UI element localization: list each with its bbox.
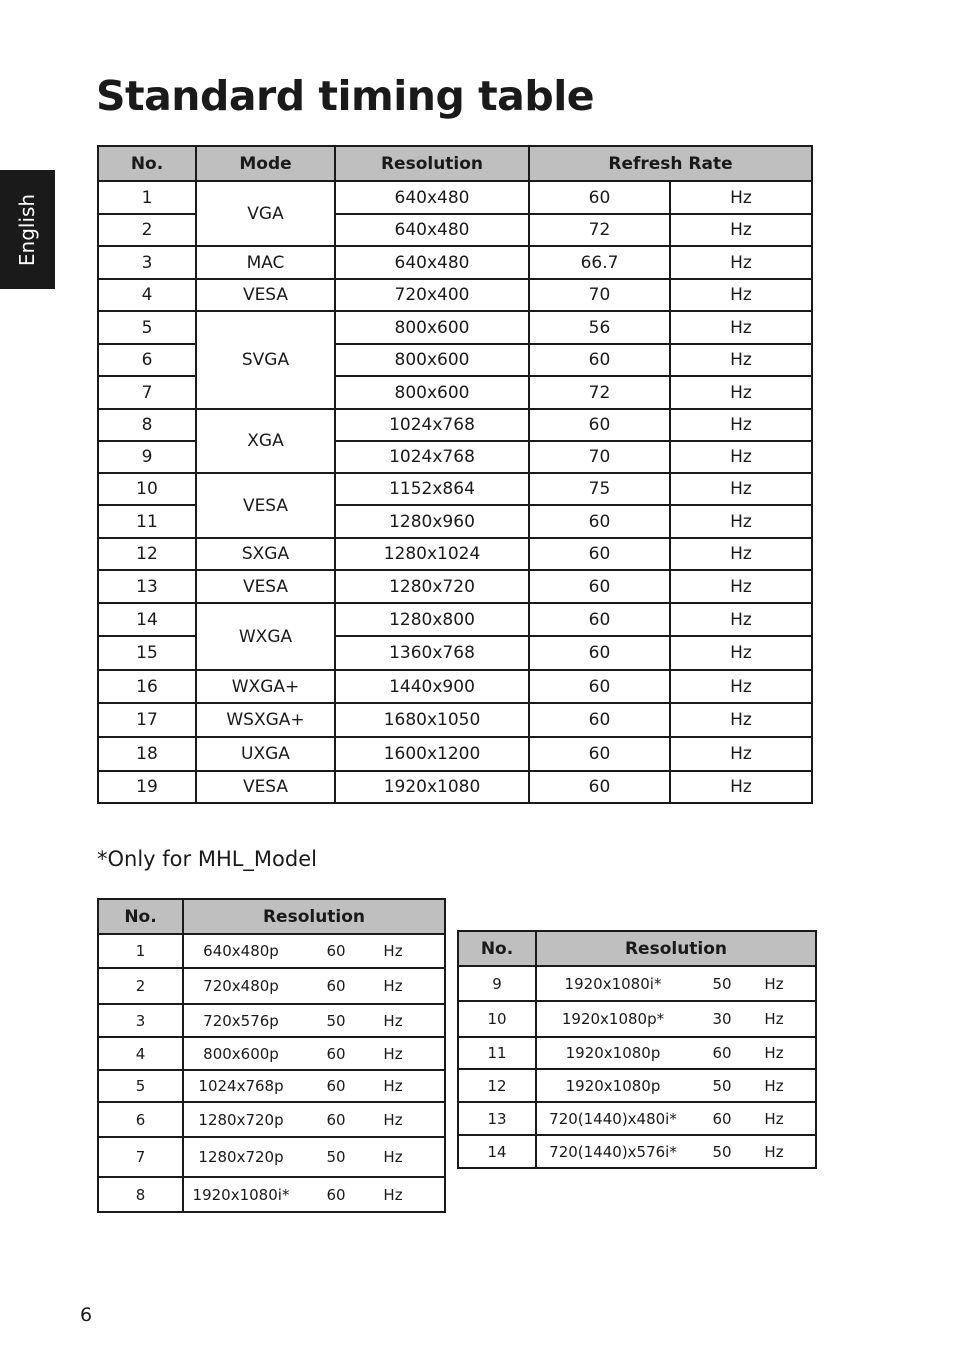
unit-value: Hz [764, 1142, 784, 1161]
row-number: 14 [98, 603, 196, 636]
table-row [98, 603, 812, 636]
refresh-rate-cell: 60 [529, 570, 670, 603]
row-number: 4 [98, 279, 196, 311]
resolution-cell: 640x480 [335, 181, 529, 214]
refresh-rate-cell: 60 [529, 737, 670, 771]
unit-cell: Hz [670, 214, 812, 246]
unit-value: Hz [383, 1110, 403, 1129]
resolution-cell [536, 1102, 816, 1135]
table-row [98, 1102, 445, 1137]
refresh-rate-value: 60 [326, 1044, 346, 1063]
table-row [98, 968, 445, 1004]
row-number: 7 [98, 1137, 183, 1177]
table-row [458, 1069, 816, 1102]
resolution-cell [536, 1069, 816, 1102]
table-row [98, 703, 812, 737]
resolution-cell [536, 966, 816, 1001]
row-number: 8 [98, 1177, 183, 1212]
unit-cell: Hz [670, 311, 812, 344]
mode-cell: VESA [196, 279, 335, 311]
row-number: 2 [98, 214, 196, 246]
resolution-cell: 1152x864 [335, 473, 529, 505]
unit-cell: Hz [670, 376, 812, 409]
row-number: 13 [458, 1102, 536, 1135]
row-number: 6 [98, 344, 196, 376]
unit-value: Hz [764, 1010, 784, 1028]
resolution-cell: 1360x768 [335, 636, 529, 670]
resolution-value: 720(1440)x576i* [549, 1142, 677, 1161]
resolution-cell [183, 1037, 445, 1070]
row-number: 16 [98, 670, 196, 703]
unit-cell: Hz [670, 538, 812, 570]
header-resolution: Resolution [183, 899, 445, 934]
resolution-cell: 800x600 [335, 311, 529, 344]
unit-cell: Hz [670, 409, 812, 441]
unit-cell: Hz [670, 441, 812, 473]
resolution-value: 1920x1080i* [192, 1185, 290, 1204]
header-no: No. [98, 146, 196, 181]
resolution-cell: 1440x900 [335, 670, 529, 703]
resolution-cell: 640x480 [335, 214, 529, 246]
resolution-value: 720x480p [203, 977, 279, 995]
refresh-rate-cell: 60 [529, 505, 670, 538]
mode-cell: WXGA+ [196, 670, 335, 703]
row-number: 2 [98, 968, 183, 1004]
mode-cell: WXGA [196, 603, 335, 670]
row-number: 12 [458, 1069, 536, 1102]
resolution-cell: 1920x1080 [335, 771, 529, 803]
unit-value: Hz [764, 974, 784, 993]
resolution-cell: 800x600 [335, 376, 529, 409]
unit-value: Hz [383, 1044, 403, 1063]
table-row [98, 1177, 445, 1212]
row-number: 3 [98, 246, 196, 279]
table-row [98, 934, 445, 968]
unit-value: Hz [383, 1011, 403, 1030]
row-number: 17 [98, 703, 196, 737]
table-row [98, 570, 812, 603]
table-row [458, 966, 816, 1001]
row-number: 9 [98, 441, 196, 473]
unit-cell: Hz [670, 246, 812, 279]
resolution-value: 1920x1080p* [561, 1010, 665, 1028]
header-no: No. [98, 899, 183, 934]
resolution-cell: 1280x960 [335, 505, 529, 538]
unit-value: Hz [383, 1185, 403, 1204]
unit-cell: Hz [670, 636, 812, 670]
mode-cell: VGA [196, 181, 335, 246]
row-number: 9 [458, 966, 536, 1001]
unit-value: Hz [764, 1044, 784, 1062]
resolution-value: 720(1440)x480i* [549, 1109, 677, 1128]
row-number: 8 [98, 409, 196, 441]
mode-cell: SVGA [196, 311, 335, 409]
unit-cell: Hz [670, 570, 812, 603]
unit-value: Hz [383, 977, 403, 995]
table-header-row [98, 146, 812, 181]
language-tab-label: English [15, 193, 39, 267]
unit-cell: Hz [670, 344, 812, 376]
row-number: 3 [98, 1004, 183, 1037]
table-row [458, 1102, 816, 1135]
refresh-rate-value: 60 [712, 1109, 732, 1128]
table-row [98, 1037, 445, 1070]
unit-cell: Hz [670, 703, 812, 737]
refresh-rate-value: 60 [326, 1110, 346, 1129]
refresh-rate-value: 50 [712, 1076, 732, 1095]
resolution-value: 1280x720p [198, 1110, 284, 1129]
refresh-rate-cell: 66.7 [529, 246, 670, 279]
refresh-rate-cell: 72 [529, 214, 670, 246]
row-number: 19 [98, 771, 196, 803]
mhl-timing-table-1 [97, 898, 446, 1213]
standard-timing-table [97, 145, 813, 804]
resolution-value: 720x576p [203, 1011, 279, 1030]
row-number: 11 [458, 1037, 536, 1069]
resolution-value: 1920x1080p [565, 1044, 661, 1062]
resolution-cell: 1600x1200 [335, 737, 529, 771]
resolution-cell: 1280x1024 [335, 538, 529, 570]
refresh-rate-cell: 56 [529, 311, 670, 344]
refresh-rate-value: 30 [712, 1010, 732, 1028]
mode-cell: MAC [196, 246, 335, 279]
refresh-rate-value: 50 [326, 1011, 346, 1030]
row-number: 14 [458, 1135, 536, 1168]
refresh-rate-value: 60 [326, 1185, 346, 1204]
resolution-value: 640x480p [203, 942, 279, 960]
refresh-rate-cell: 60 [529, 636, 670, 670]
resolution-value: 1920x1080p [565, 1076, 661, 1095]
table-row [98, 473, 812, 505]
refresh-rate-cell: 60 [529, 771, 670, 803]
table-row [458, 1037, 816, 1069]
refresh-rate-cell: 70 [529, 441, 670, 473]
refresh-rate-cell: 60 [529, 181, 670, 214]
resolution-cell [183, 1177, 445, 1212]
table-row [98, 538, 812, 570]
row-number: 11 [98, 505, 196, 538]
row-number: 4 [98, 1037, 183, 1070]
resolution-cell: 1024x768 [335, 441, 529, 473]
refresh-rate-value: 50 [712, 1142, 732, 1161]
refresh-rate-cell: 72 [529, 376, 670, 409]
unit-cell: Hz [670, 603, 812, 636]
unit-cell: Hz [670, 737, 812, 771]
page-title: Standard timing table [96, 72, 595, 120]
row-number: 13 [98, 570, 196, 603]
row-number: 5 [98, 311, 196, 344]
refresh-rate-value: 60 [326, 942, 346, 960]
mode-cell: XGA [196, 409, 335, 473]
table-row [98, 670, 812, 703]
resolution-cell [536, 1135, 816, 1168]
row-number: 18 [98, 737, 196, 771]
table-row [98, 1137, 445, 1177]
refresh-rate-cell: 60 [529, 703, 670, 737]
refresh-rate-value: 60 [712, 1044, 732, 1062]
resolution-cell: 1280x800 [335, 603, 529, 636]
refresh-rate-value: 50 [326, 1148, 346, 1166]
table-row [98, 279, 812, 311]
table-row [98, 1004, 445, 1037]
refresh-rate-value: 60 [326, 977, 346, 995]
refresh-rate-value: 60 [326, 1077, 346, 1095]
table-row [98, 409, 812, 441]
unit-cell: Hz [670, 670, 812, 703]
refresh-rate-cell: 60 [529, 344, 670, 376]
mhl-timing-table-2 [457, 930, 817, 1169]
mhl-note: *Only for MHL_Model [97, 847, 317, 871]
mode-cell: VESA [196, 570, 335, 603]
header-no: No. [458, 931, 536, 966]
refresh-rate-cell: 60 [529, 670, 670, 703]
mode-cell: VESA [196, 771, 335, 803]
mode-cell: VESA [196, 473, 335, 538]
resolution-cell: 640x480 [335, 246, 529, 279]
page-number: 6 [80, 1304, 93, 1326]
resolution-cell [183, 1137, 445, 1177]
mode-cell: SXGA [196, 538, 335, 570]
resolution-cell [536, 1037, 816, 1069]
unit-value: Hz [383, 1077, 403, 1095]
unit-cell: Hz [670, 505, 812, 538]
refresh-rate-value: 50 [712, 974, 732, 993]
resolution-cell [183, 968, 445, 1004]
resolution-cell [183, 1004, 445, 1037]
resolution-cell [183, 934, 445, 968]
row-number: 1 [98, 181, 196, 214]
refresh-rate-cell: 60 [529, 409, 670, 441]
table-header-row [458, 931, 816, 966]
table-row [98, 181, 812, 214]
table-row [98, 246, 812, 279]
header-mode: Mode [196, 146, 335, 181]
unit-cell: Hz [670, 181, 812, 214]
header-resolution: Resolution [536, 931, 816, 966]
row-number: 5 [98, 1070, 183, 1102]
table-row [98, 771, 812, 803]
header-refresh-rate: Refresh Rate [529, 146, 812, 181]
unit-cell: Hz [670, 473, 812, 505]
resolution-value: 1024x768p [198, 1077, 284, 1095]
resolution-cell: 800x600 [335, 344, 529, 376]
table-row [98, 311, 812, 344]
unit-value: Hz [383, 942, 403, 960]
table-row [98, 1070, 445, 1102]
mode-cell: UXGA [196, 737, 335, 771]
row-number: 10 [98, 473, 196, 505]
resolution-cell: 1024x768 [335, 409, 529, 441]
unit-cell: Hz [670, 279, 812, 311]
row-number: 6 [98, 1102, 183, 1137]
resolution-cell [183, 1102, 445, 1137]
refresh-rate-cell: 75 [529, 473, 670, 505]
resolution-cell [183, 1070, 445, 1102]
unit-value: Hz [764, 1076, 784, 1095]
unit-value: Hz [764, 1109, 784, 1128]
unit-value: Hz [383, 1148, 403, 1166]
resolution-cell: 720x400 [335, 279, 529, 311]
row-number: 10 [458, 1001, 536, 1037]
table-row [458, 1001, 816, 1037]
row-number: 7 [98, 376, 196, 409]
table-header-row [98, 899, 445, 934]
refresh-rate-cell: 60 [529, 538, 670, 570]
refresh-rate-cell: 70 [529, 279, 670, 311]
resolution-cell: 1680x1050 [335, 703, 529, 737]
row-number: 12 [98, 538, 196, 570]
resolution-value: 800x600p [203, 1044, 279, 1063]
header-resolution: Resolution [335, 146, 529, 181]
row-number: 1 [98, 934, 183, 968]
resolution-cell: 1280x720 [335, 570, 529, 603]
resolution-cell [536, 1001, 816, 1037]
resolution-value: 1280x720p [198, 1148, 284, 1166]
row-number: 15 [98, 636, 196, 670]
language-tab [0, 170, 55, 289]
table-row [98, 737, 812, 771]
resolution-value: 1920x1080i* [564, 974, 662, 993]
mode-cell: WSXGA+ [196, 703, 335, 737]
table-row [458, 1135, 816, 1168]
unit-cell: Hz [670, 771, 812, 803]
refresh-rate-cell: 60 [529, 603, 670, 636]
